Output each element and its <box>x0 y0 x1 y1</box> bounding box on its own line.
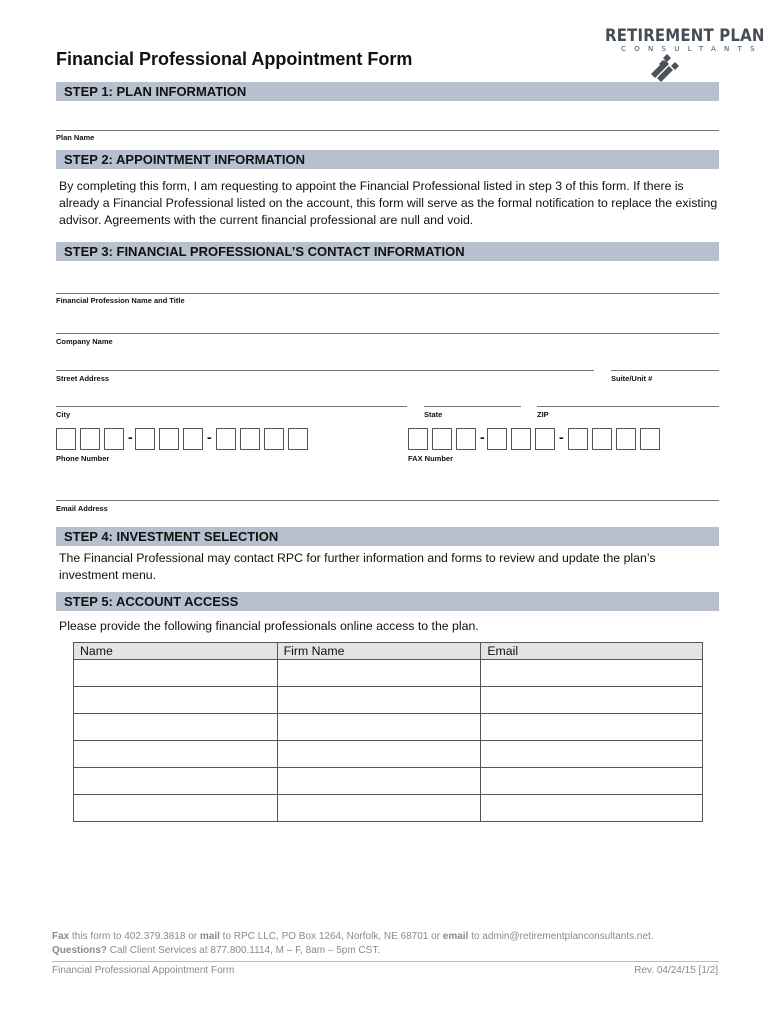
fp-name-title-field[interactable] <box>56 293 719 294</box>
phone-digit-box[interactable] <box>80 428 100 450</box>
step4-title: STEP 4: INVESTMENT SELECTION <box>64 529 279 544</box>
fax-digit-box[interactable] <box>568 428 588 450</box>
email-cell[interactable] <box>481 795 703 822</box>
footer-mail-text: to RPC LLC, PO Box 1264, Norfolk, NE 68701 or <box>219 931 443 942</box>
fax-digit-box[interactable] <box>487 428 507 450</box>
footer-questions-text: Call Client Services at 877.800.1114, M – F, 8am – 5pm CST. <box>107 945 381 956</box>
name-cell[interactable] <box>74 714 278 741</box>
name-cell[interactable] <box>74 795 278 822</box>
table-header-row <box>74 643 703 660</box>
fax-separator: - <box>480 429 485 445</box>
fax-digit-box[interactable] <box>616 428 636 450</box>
footer-email-label: email <box>442 931 469 942</box>
footer-email-text: to admin@retirementplanconsultants.net. <box>468 931 654 942</box>
firm-name-cell[interactable] <box>277 687 481 714</box>
fax-digit-box[interactable] <box>408 428 428 450</box>
fax-digit-box[interactable] <box>535 428 555 450</box>
firm-name-cell[interactable] <box>277 714 481 741</box>
email-cell[interactable] <box>481 741 703 768</box>
step4-paragraph: The Financial Professional may contact RPC for further information and forms to review and update the plan’s investment menu. <box>59 551 656 582</box>
firm-name-cell[interactable] <box>277 795 481 822</box>
step5-title: STEP 5: ACCOUNT ACCESS <box>64 594 239 609</box>
phone-digit-box[interactable] <box>56 428 76 450</box>
name-cell[interactable] <box>74 660 278 687</box>
state-label: State <box>424 410 443 419</box>
footer-mail-label: mail <box>199 931 220 942</box>
email-cell[interactable] <box>481 768 703 795</box>
email-cell[interactable] <box>481 660 703 687</box>
state-field[interactable] <box>424 406 521 407</box>
footer-fax-text: this form to 402.379.3818 or <box>69 931 200 942</box>
street-address-label: Street Address <box>56 374 110 383</box>
table-row <box>74 714 703 741</box>
suite-unit-label: Suite/Unit # <box>611 374 653 383</box>
table-row <box>74 768 703 795</box>
step5-paragraph: Please provide the following financial professionals online access to the plan. <box>59 619 479 633</box>
fax-digit-box[interactable] <box>592 428 612 450</box>
logo-title: RETIREMENT PLAN <box>605 26 765 46</box>
column-header-name: Name <box>74 643 278 660</box>
company-logo <box>605 26 770 53</box>
table-row <box>74 660 703 687</box>
company-name-label: Company Name <box>56 337 113 346</box>
zip-label: ZIP <box>537 410 549 419</box>
footer-revision: Rev. 04/24/15 [1/2] <box>634 965 718 976</box>
footer-contact-line <box>52 931 654 942</box>
phone-digit-box[interactable] <box>264 428 284 450</box>
phone-digit-box[interactable] <box>288 428 308 450</box>
name-cell[interactable] <box>74 687 278 714</box>
phone-number-label: Phone Number <box>56 454 110 463</box>
column-header-email: Email <box>481 643 703 660</box>
logo-mark-icon <box>647 52 681 82</box>
firm-name-cell[interactable] <box>277 741 481 768</box>
step2-header <box>56 150 719 169</box>
fax-number-label: FAX Number <box>408 454 454 463</box>
company-name-field[interactable] <box>56 333 719 334</box>
phone-digit-box[interactable] <box>216 428 236 450</box>
phone-digit-box[interactable] <box>135 428 155 450</box>
fax-digit-box[interactable] <box>432 428 452 450</box>
footer-divider <box>52 961 719 962</box>
table-row <box>74 795 703 822</box>
zip-field[interactable] <box>537 406 719 407</box>
fax-digit-box[interactable] <box>456 428 476 450</box>
phone-digit-box[interactable] <box>240 428 260 450</box>
city-field[interactable] <box>56 406 407 407</box>
firm-name-cell[interactable] <box>277 768 481 795</box>
email-cell[interactable] <box>481 714 703 741</box>
step4-header <box>56 527 719 546</box>
table-row <box>74 687 703 714</box>
footer-questions-line <box>52 945 380 956</box>
phone-digit-box[interactable] <box>159 428 179 450</box>
street-address-field[interactable] <box>56 370 594 371</box>
footer-form-name: Financial Professional Appointment Form <box>52 965 235 976</box>
email-address-field[interactable] <box>56 500 719 501</box>
city-label: City <box>56 410 71 419</box>
phone-digit-box[interactable] <box>183 428 203 450</box>
step3-header <box>56 242 719 261</box>
suite-unit-field[interactable] <box>611 370 719 371</box>
email-cell[interactable] <box>481 687 703 714</box>
step5-header <box>56 592 719 611</box>
fax-digit-box[interactable] <box>511 428 531 450</box>
step1-title: STEP 1: PLAN INFORMATION <box>64 84 247 99</box>
name-cell[interactable] <box>74 768 278 795</box>
fax-separator: - <box>559 429 564 445</box>
plan-name-field[interactable] <box>56 130 719 131</box>
table-row <box>74 741 703 768</box>
logo-subtitle: CONSULTANTS <box>621 45 763 53</box>
footer-fax-label: Fax <box>52 931 70 942</box>
step3-title: STEP 3: FINANCIAL PROFESSIONAL’S CONTACT INFORMATION <box>64 244 465 259</box>
phone-separator: - <box>128 429 133 445</box>
email-address-label: Email Address <box>56 504 108 513</box>
column-header-firm-name: Firm Name <box>277 643 481 660</box>
fp-name-title-label: Financial Profession Name and Title <box>56 296 185 305</box>
name-cell[interactable] <box>74 741 278 768</box>
form-title: Financial Professional Appointment Form <box>56 49 413 69</box>
account-access-table <box>73 642 703 822</box>
step2-title: STEP 2: APPOINTMENT INFORMATION <box>64 152 305 167</box>
firm-name-cell[interactable] <box>277 660 481 687</box>
step2-paragraph: By completing this form, I am requesting to appoint the Financial Professional listed in step 3 of this form. If there is already a Financial Professional listed on the account, this form will serve as the formal notification to replace the existing advisor. Agreements with the current financial professional are null and void. <box>59 179 718 227</box>
step1-header <box>56 82 719 101</box>
plan-name-label: Plan Name <box>56 133 95 142</box>
footer-questions-label: Questions? <box>52 945 108 956</box>
phone-digit-box[interactable] <box>104 428 124 450</box>
fax-digit-box[interactable] <box>640 428 660 450</box>
phone-separator: - <box>207 429 212 445</box>
